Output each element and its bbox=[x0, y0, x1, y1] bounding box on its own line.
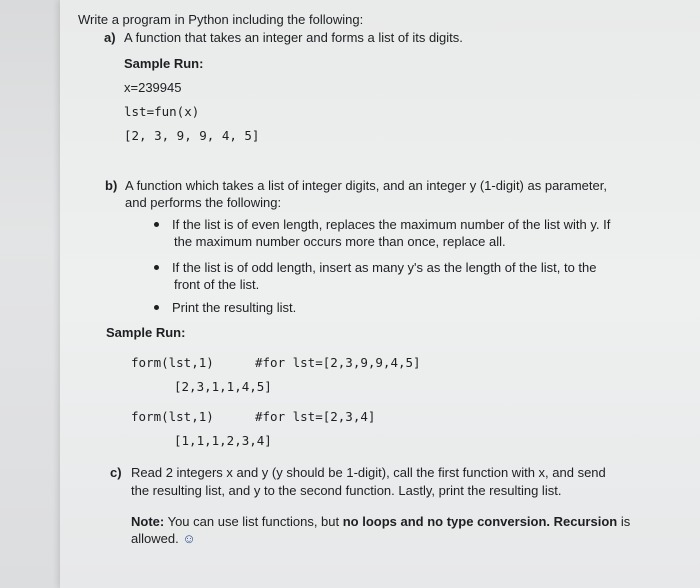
example-comment: #for lst=[2,3,4] bbox=[255, 409, 376, 424]
part-b-text-line: and performs the following: bbox=[125, 195, 282, 210]
note-text: You can use list functions, but bbox=[164, 514, 343, 529]
part-c-marker: c) bbox=[110, 465, 122, 480]
bullet-icon bbox=[154, 265, 159, 270]
smiley-icon: ☺ bbox=[182, 531, 196, 546]
note-allowed: allowed. bbox=[131, 531, 183, 546]
part-a-code-line: x=239945 bbox=[124, 80, 182, 95]
part-a-marker: a) bbox=[104, 30, 116, 45]
note-line bbox=[131, 513, 630, 530]
note-line-2 bbox=[131, 530, 196, 547]
part-b-bullet-line: Print the resulting list. bbox=[172, 300, 297, 315]
note-emphasis: no loops and no type conversion. Recursion bbox=[342, 514, 618, 529]
part-a-sample-run-label: Sample Run: bbox=[124, 56, 204, 71]
part-a-code-line: lst=fun(x) bbox=[124, 104, 200, 119]
part-b-bullet-line: front of the list. bbox=[174, 277, 260, 292]
part-b-bullet-line: the maximum number occurs more than once, replace all. bbox=[174, 234, 506, 249]
intro-line: Write a program in Python including the following: bbox=[78, 12, 364, 27]
part-a-code-line: [2, 3, 9, 9, 4, 5] bbox=[124, 128, 260, 143]
note-label: Note: bbox=[131, 514, 165, 529]
part-c-text-line: the resulting list, and y to the second function. Lastly, print the resulting list. bbox=[131, 483, 562, 498]
part-b-sample-run-label: Sample Run: bbox=[106, 325, 186, 340]
example-call: form(lst,1) bbox=[131, 409, 214, 424]
part-b-bullet-line: If the list is of even length, replaces the maximum number of the list with y. If bbox=[172, 217, 611, 232]
example-result: [1,1,1,2,3,4] bbox=[174, 433, 272, 448]
example-call: form(lst,1) bbox=[131, 355, 214, 370]
part-b-text-line: A function which takes a list of integer digits, and an integer y (1-digit) as parameter, bbox=[125, 178, 607, 193]
example-result: [2,3,1,1,4,5] bbox=[174, 379, 272, 394]
bullet-icon bbox=[154, 305, 159, 310]
example-comment: #for lst=[2,3,9,9,4,5] bbox=[255, 355, 421, 370]
note-text-end: is bbox=[620, 514, 631, 529]
part-c-text-line: Read 2 integers x and y (y should be 1-digit), call the first function with x, and send bbox=[131, 465, 606, 480]
part-b-marker: b) bbox=[105, 178, 118, 193]
bullet-icon bbox=[154, 222, 159, 227]
part-b-bullet-line: If the list is of odd length, insert as many y's as the length of the list, to the bbox=[172, 260, 597, 275]
part-a-text: A function that takes an integer and forms a list of its digits. bbox=[124, 30, 463, 45]
